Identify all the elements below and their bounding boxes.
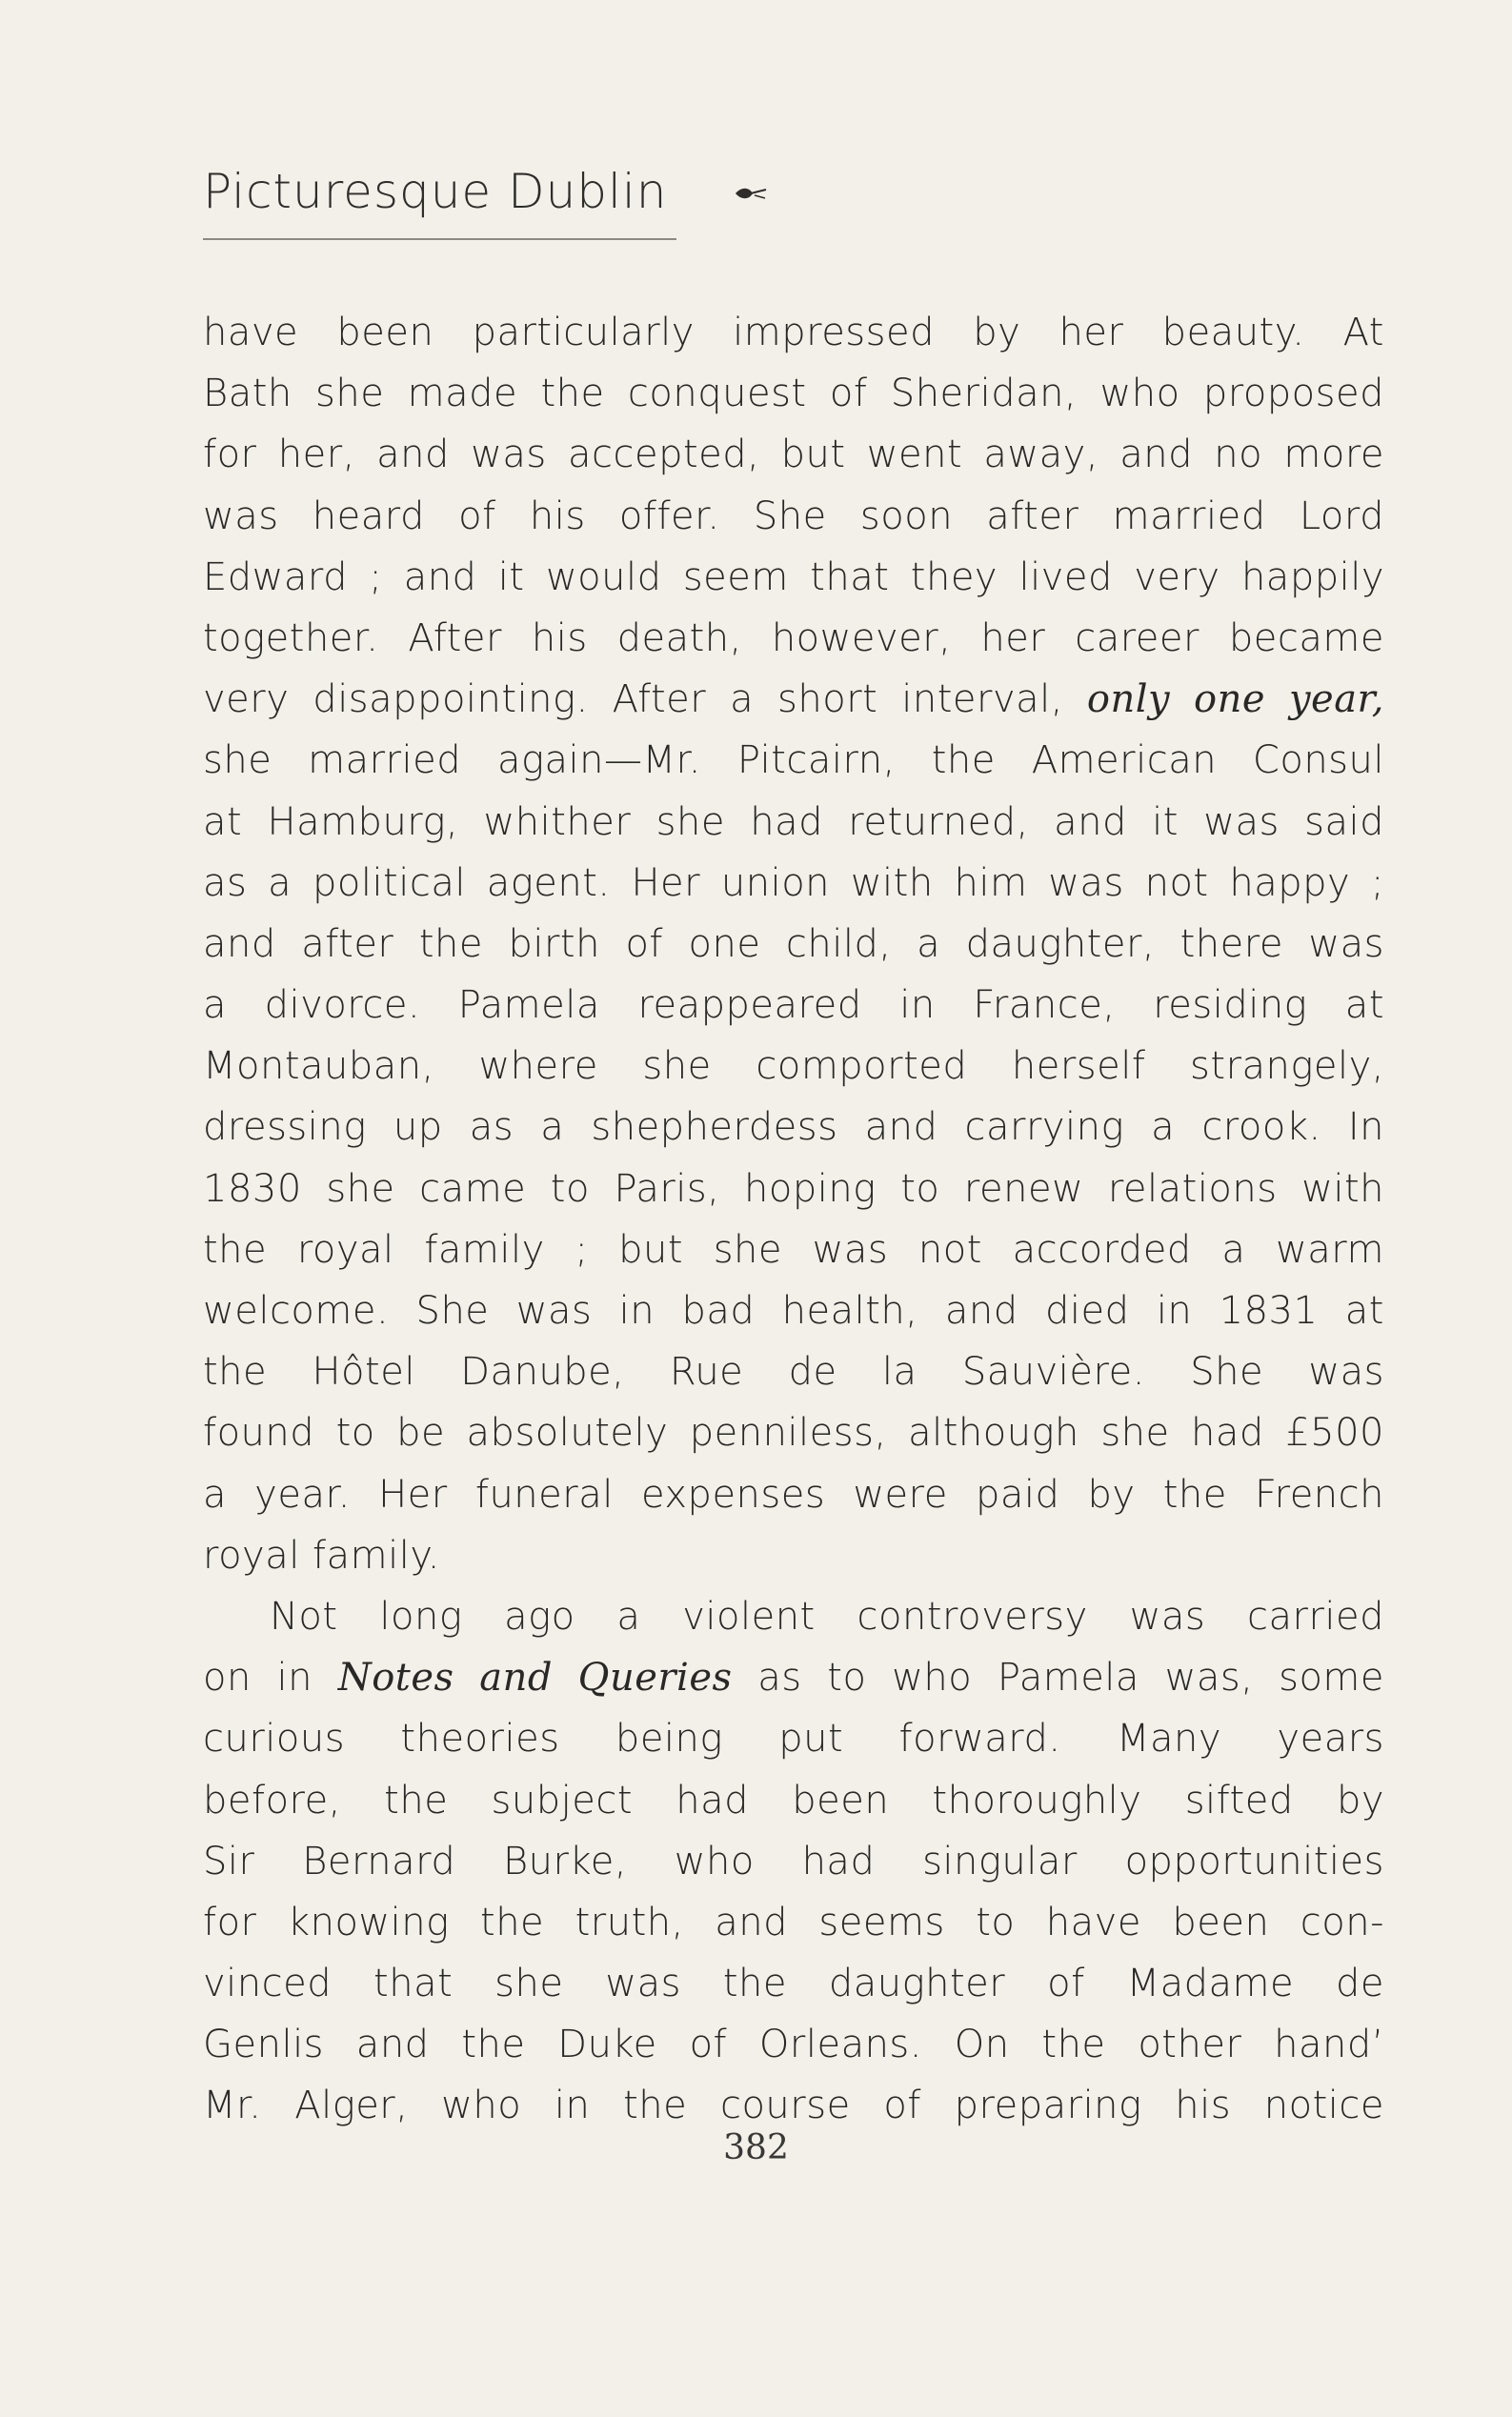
text-line: for knowing the truth, and seems to have been con- bbox=[203, 1900, 1384, 1944]
text-line: curious theories being put forward. Many years bbox=[203, 1717, 1384, 1762]
text-line: 1830 she came to Paris, hoping to renew relations with bbox=[203, 1166, 1384, 1211]
text-line: Sir Bernard Burke, who had singular opportunities bbox=[203, 1839, 1384, 1883]
text-line: together. After his death, however, her career became bbox=[203, 615, 1384, 660]
text-line: Edward ; and it would seem that they lived very happily bbox=[203, 554, 1384, 599]
body-text bbox=[203, 302, 1384, 2137]
text-line: vinced that she was the daughter of Madame de bbox=[203, 1962, 1384, 2006]
text-line: a divorce. Pamela reappeared in France, residing at bbox=[203, 983, 1384, 1028]
italic-phrase: only one year, bbox=[1086, 677, 1384, 722]
text-line: and after the birth of one child, a daughter, there was bbox=[203, 921, 1384, 966]
text-line: Mr. Alger, who in the course of preparing his notice bbox=[203, 2084, 1384, 2128]
text-line: Genlis and the Duke of Orleans. On the other hand’ bbox=[203, 2023, 1384, 2067]
leaf-ornament-icon bbox=[734, 184, 768, 203]
text-line: she married again—Mr. Pitcairn, the American Consul bbox=[203, 738, 1384, 783]
running-head: Picturesque Dublin bbox=[203, 164, 668, 219]
text-line: at Hamburg, whither she had returned, and it was said bbox=[203, 799, 1384, 844]
text-line: as a political agent. Her union with him was not happy ; bbox=[203, 860, 1384, 905]
text-line: found to be absolutely penniless, although she had £500 bbox=[203, 1411, 1384, 1456]
text-line bbox=[203, 669, 1384, 730]
text-line: for her, and was accepted, but went away, and no more bbox=[203, 433, 1384, 477]
page-number: 382 bbox=[723, 2128, 789, 2167]
text-line: a year. Her funeral expenses were paid by the French bbox=[203, 1472, 1384, 1517]
text-line: Montauban, where she comported herself strangely, bbox=[203, 1044, 1384, 1089]
italic-title: Notes and Queries bbox=[337, 1656, 733, 1701]
text-line: the royal family ; but she was not accorded a warm bbox=[203, 1227, 1384, 1272]
text-line: Bath she made the conquest of Sheridan, who proposed bbox=[203, 372, 1384, 416]
header-rule bbox=[203, 238, 676, 240]
text-line: have been particularly impressed by her beauty. At bbox=[203, 311, 1384, 354]
text-line: welcome. She was in bad health, and died in 1831 at bbox=[203, 1289, 1384, 1333]
text-line: dressing up as a shepherdess and carrying a crook. In bbox=[203, 1105, 1384, 1150]
text-line bbox=[203, 1647, 1384, 1708]
text-line: before, the subject had been thoroughly sifted by bbox=[203, 1778, 1384, 1823]
text-segment: very disappointing. After a short interval, bbox=[203, 677, 1087, 722]
text-line: Not long ago a violent controversy was carried bbox=[270, 1594, 1384, 1639]
text-segment: on in bbox=[203, 1656, 338, 1701]
text-segment: as to who Pamela was, some bbox=[732, 1656, 1385, 1701]
text-line: was heard of his offer. She soon after married Lord bbox=[203, 493, 1384, 538]
text-line: the Hôtel Danube, Rue de la Sauvière. She was bbox=[203, 1350, 1384, 1395]
text-line: royal family. bbox=[203, 1533, 441, 1578]
